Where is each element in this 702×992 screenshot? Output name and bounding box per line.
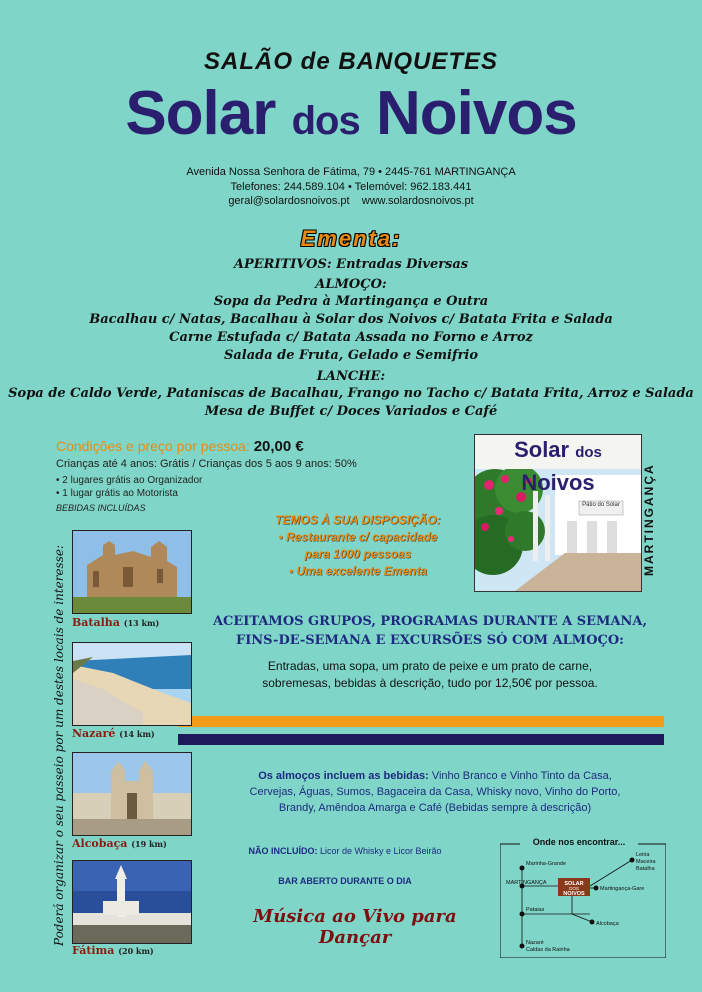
groups-heading — [200, 612, 660, 650]
place-dist: (13 km) — [123, 618, 160, 628]
location-map — [500, 838, 666, 958]
conditions-label: Condições e preço por pessoa: — [56, 438, 250, 454]
website-link[interactable]: www.solardosnoivos.pt — [361, 195, 474, 207]
place-dist: (14 km) — [119, 729, 155, 739]
map-label: Batalha — [636, 866, 655, 872]
map-label: Alcobaça — [596, 921, 619, 927]
map-solar-2: DOS — [569, 886, 579, 891]
groups-line-2: FINS-DE-SEMANA E EXCURSÕES SÓ COM ALMOÇO: — [235, 633, 624, 648]
drinks-line: Brandy, Amêndoa Amarga e Café (Bebidas sempre à descrição) — [278, 802, 592, 814]
groups-desc-1: Entradas, uma sopa, um prato de peixe e um prato de carne, — [267, 659, 593, 673]
bullet-organizer: • 2 lugares grátis ao Organizador — [56, 475, 203, 486]
contact-line — [0, 195, 702, 207]
map-label: Martingança-Gare — [600, 886, 645, 892]
almoco-title: ALMOÇO: — [315, 277, 387, 292]
address: Avenida Nossa Senhora de Fátima, 79 • 2445-761 MARTINGANÇA — [186, 166, 516, 178]
place-name: Nazaré — [72, 727, 116, 740]
conditions-title — [56, 438, 304, 455]
aperitivos: APERITIVOS: Entradas Diversas — [233, 257, 469, 272]
place-name: Alcobaça — [72, 837, 128, 850]
batalha-photo — [72, 530, 192, 614]
orange-divider — [178, 716, 664, 727]
solar-photo — [474, 434, 642, 592]
phones: Telefones: 244.589.104 • Telemóvel: 962.183.441 — [230, 181, 472, 193]
live-music: Música ao Vivo para Dançar — [253, 906, 457, 948]
lanche-item: Sopa de Caldo Verde, Pataniscas de Bacalhau, Frango no Tacho c/ Batata Frita, Arroz e Salada — [8, 386, 694, 401]
almoco-item: Carne Estufada c/ Batata Assada no Forno e Arroz — [169, 330, 533, 345]
map-solar-3: NOIVOS — [563, 891, 585, 897]
map-label: Leiria — [636, 852, 650, 858]
drinks-line: Cervejas, Águas, Sumos, Bagaceira da Casa, Whisky novo, Vinho do Porto, — [249, 786, 621, 798]
place-dist: (20 km) — [118, 946, 154, 956]
offer-line: para 1000 pessoas — [304, 547, 412, 561]
offer-line: • Uma excelente Ementa — [288, 564, 428, 578]
drinks-info — [220, 768, 650, 816]
almoco-item: Salada de Fruta, Gelado e Semifrio — [223, 348, 479, 363]
place-name: Fátima — [72, 944, 115, 957]
photo-logo — [475, 435, 641, 495]
patio-sign: Pátio do Solar — [582, 502, 620, 508]
price: 20,00 € — [253, 438, 304, 455]
side-text-wrapper — [50, 530, 72, 960]
offers-title: TEMOS À SUA DISPOSIÇÃO: — [275, 513, 441, 527]
photo-logo-noivos: Noivos — [521, 470, 595, 495]
page-title — [0, 78, 702, 149]
not-included — [230, 846, 460, 856]
groups-description — [220, 658, 640, 692]
nazare-photo — [72, 642, 192, 726]
martinganca-label: MARTINGANÇA — [642, 463, 656, 577]
place-dist: (19 km) — [131, 839, 167, 849]
offers-box — [258, 512, 458, 580]
lanche-item: Mesa de Buffet c/ Doces Variados e Café — [204, 404, 498, 419]
menu-title: Ementa: — [300, 226, 402, 251]
title-solar: Solar — [125, 79, 276, 148]
email-link[interactable]: geral@solardosnoivos.pt — [228, 195, 350, 207]
navy-divider — [178, 734, 664, 745]
photo-logo-dos: dos — [575, 444, 602, 461]
title-noivos: Noivos — [375, 79, 577, 148]
offer-line: • Restaurante c/ capacidade — [278, 530, 438, 544]
bar-open: BAR ABERTO DURANTE O DIA — [278, 876, 412, 886]
lanche-title: LANCHE: — [316, 369, 386, 384]
map-label: Nazaré — [526, 940, 544, 946]
map-title: Onde nos encontrar... — [532, 838, 626, 847]
place-name: Batalha — [72, 616, 120, 629]
drinks-line: Vinho Branco e Vinho Tinto da Casa, — [431, 770, 612, 782]
subtitle: SALÃO de BANQUETES — [203, 48, 499, 75]
drinks-lead: Os almoços incluem as bebidas: — [258, 770, 429, 782]
place-label — [72, 616, 159, 629]
map-label: Marinha-Grande — [526, 861, 567, 867]
not-included-label: NÃO INCLUÍDO: — [248, 846, 318, 856]
photo-logo-solar: Solar — [514, 437, 570, 462]
alcobaca-photo — [72, 752, 192, 836]
place-label — [72, 727, 155, 740]
map-label: Maceira — [636, 859, 656, 865]
martinganca-label-wrapper — [642, 450, 660, 590]
children-pricing: Crianças até 4 anos: Grátis / Crianças dos 5 aos 9 anos: 50% — [56, 458, 357, 470]
place-label — [72, 944, 154, 957]
side-text: Poderá organizar o seu passeio por um destes locais de interesse: — [52, 544, 66, 946]
map-label: MARTINGANÇA — [506, 880, 547, 886]
map-label: Caldas da Rainha — [526, 947, 570, 953]
place-label — [72, 837, 167, 850]
title-dos: dos — [291, 99, 360, 143]
not-included-text: Licor de Whisky e Licor Beirão — [319, 846, 442, 856]
groups-line-1: ACEITAMOS GRUPOS, PROGRAMAS DURANTE A SEMANA, — [212, 614, 648, 629]
map-label: Pataias — [526, 907, 545, 913]
drinks-included: BEBIDAS INCLUÍDAS — [56, 503, 146, 513]
groups-desc-2: sobremesas, bebidas à descrição, tudo por 12,50€ por pessoa. — [262, 676, 598, 690]
map-solar-1: SOLAR — [564, 881, 584, 887]
fatima-photo — [72, 860, 192, 944]
almoco-item: Bacalhau c/ Natas, Bacalhau à Solar dos Noivos c/ Batata Frita e Salada — [89, 312, 613, 327]
almoco-item: Sopa da Pedra à Martingança e Outra — [213, 294, 489, 309]
bullet-driver: • 1 lugar grátis ao Motorista — [56, 488, 178, 499]
